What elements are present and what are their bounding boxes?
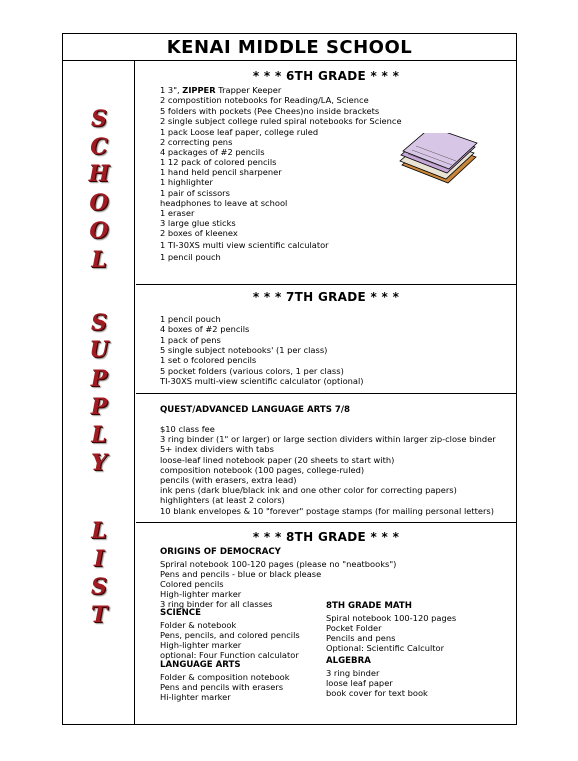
list-item: 3 ring binder for all classes [160, 599, 273, 609]
list-item: book cover for text book [326, 688, 428, 698]
list-item: 3 ring binder [326, 668, 380, 678]
list-item: Pencils and pens [326, 633, 396, 643]
list-item: 5 single subject notebooks' (1 per class) [160, 344, 328, 355]
sidebar-letter: I [93, 546, 105, 572]
item-text: 1 hand held pencil sharpener [160, 167, 282, 177]
item-text: 3 large glue sticks [160, 218, 236, 228]
sidebar-letter: O [89, 218, 109, 244]
sidebar-letter: L [91, 518, 107, 544]
list-item [160, 240, 329, 250]
sidebar-letter: L [91, 422, 107, 448]
section-divider [136, 522, 516, 523]
quest-heading: QUEST/ADVANCED LANGUAGE ARTS 7/8 [160, 405, 351, 415]
item-text: Trapper Keeper [215, 85, 282, 95]
item-text: 2 correcting pens [160, 137, 233, 147]
list-item: 5 pocket folders (various colors, 1 per class) [160, 365, 344, 376]
language-arts-heading: LANGUAGE ARTS [160, 660, 241, 670]
list-item: High-lighter marker [160, 640, 242, 650]
sidebar-letter: S [91, 310, 107, 336]
item-text: 4 packages of #2 pencils [160, 147, 265, 157]
seventh-grade-heading: * * * 7TH GRADE * * * [252, 290, 400, 304]
list-item: High-lighter marker [160, 589, 242, 599]
sidebar-letter: O [89, 190, 109, 216]
sidebar-letter: U [89, 337, 109, 363]
sidebar-letter: T [90, 602, 108, 628]
list-item: 3 ring binder (1" or larger) or large section dividers within larger zip-close binder [160, 434, 496, 445]
item-emphasis: ZIPPER [182, 85, 216, 95]
sidebar-letter: Y [91, 450, 107, 476]
list-item: Spriral notebook 100-120 pages (please no "neatbooks") [160, 559, 397, 569]
item-text: 1 12 pack of colored pencils [160, 157, 277, 167]
list-item [160, 252, 221, 262]
list-item: Optional: Scientific Calcultor [326, 643, 445, 653]
item-text: 2 compostition notebooks for Reading/LA, Science [160, 95, 369, 105]
list-item: TI-30XS multi-view scientific calculator (optional) [160, 375, 364, 386]
notebooks-illustration [398, 133, 478, 187]
list-item [160, 147, 265, 157]
list-item: Pens, pencils, and colored pencils [160, 630, 300, 640]
list-item: loose-leaf lined notebook paper (20 sheets to start with) [160, 454, 395, 465]
list-item [160, 137, 232, 147]
list-item: 1 pack of pens [160, 334, 221, 345]
list-item [160, 228, 238, 238]
list-item [160, 95, 369, 105]
list-item: ink pens (dark blue/black ink and one other color for correcting papers) [160, 485, 457, 496]
list-item: 4 boxes of #2 pencils [160, 324, 250, 335]
item-text: headphones to leave at school [160, 198, 288, 208]
sidebar-letter: H [88, 161, 110, 187]
item-text: 1 highlighter [160, 177, 213, 187]
math-heading: 8TH GRADE MATH [326, 601, 412, 611]
item-text: 2 single subject college ruled spiral notebooks for Science [160, 116, 402, 126]
item-text: 1 eraser [160, 208, 195, 218]
sidebar-letter: C [90, 134, 108, 160]
science-heading: SCIENCE [160, 608, 201, 618]
list-item: Folder & notebook [160, 620, 237, 630]
algebra-heading: ALGEBRA [326, 656, 371, 666]
list-item: Colored pencils [160, 579, 224, 589]
list-item [160, 198, 287, 208]
sidebar-vertical-title [63, 61, 135, 724]
list-item [160, 157, 276, 167]
list-item [160, 106, 379, 116]
list-item: Hi-lighter marker [160, 692, 231, 702]
item-text: 1 TI-30XS multi view scientific calculator [160, 240, 329, 250]
title-box [62, 33, 517, 61]
list-item: Pocket Folder [326, 623, 382, 633]
list-item [160, 116, 402, 126]
list-item: pencils (with erasers, extra lead) [160, 475, 297, 485]
list-item [160, 188, 230, 198]
list-item [160, 127, 318, 137]
list-item: Folder & composition notebook [160, 672, 290, 682]
list-item: 1 pencil pouch [160, 314, 221, 324]
democracy-heading: ORIGINS OF DEMOCRACY [160, 547, 281, 557]
list-item: $10 class fee [160, 424, 215, 434]
list-item [160, 177, 213, 187]
sidebar-letter: S [91, 574, 107, 600]
sidebar-letter: S [91, 106, 107, 132]
list-item [160, 218, 236, 228]
list-item: highlighters (at least 2 colors) [160, 495, 285, 506]
sidebar-letter: P [90, 394, 108, 420]
list-item [160, 208, 194, 218]
eighth-grade-heading: * * * 8TH GRADE * * * [252, 530, 400, 544]
sidebar-letter: L [91, 247, 107, 273]
item-text: 1 pair of scissors [160, 188, 230, 198]
item-text: 5 folders with pockets (Pee Chees)no inside brackets [160, 106, 380, 116]
item-text: 1 pencil pouch [160, 252, 221, 262]
item-text: 1 pack Loose leaf paper, college ruled [160, 127, 319, 137]
list-item: 1 set o fcolored pencils [160, 355, 257, 366]
list-item: Spiral notebook 100-120 pages [326, 613, 457, 623]
section-divider [136, 284, 516, 285]
list-item: loose leaf paper [326, 678, 393, 688]
page-title: KENAI MIDDLE SCHOOL [166, 36, 413, 58]
list-item: optional: Four Function calculator [160, 650, 299, 660]
item-text: 1 3", [160, 85, 183, 95]
list-item [160, 85, 281, 95]
sixth-grade-heading: * * * 6TH GRADE * * * [252, 69, 400, 83]
item-text: 2 boxes of kleenex [160, 228, 238, 238]
sidebar-letter: P [90, 366, 108, 392]
list-item [160, 167, 282, 177]
list-item: Pens and pencils - blue or black please [160, 569, 322, 579]
list-item: 10 blank envelopes & 10 "forever" postage stamps (for mailing personal letters) [160, 505, 494, 516]
list-item: composition notebook (100 pages, college-ruled) [160, 464, 365, 475]
list-item: 5+ index dividers with tabs [160, 444, 274, 455]
section-divider [136, 393, 516, 394]
list-item: Pens and pencils with erasers [160, 682, 284, 692]
